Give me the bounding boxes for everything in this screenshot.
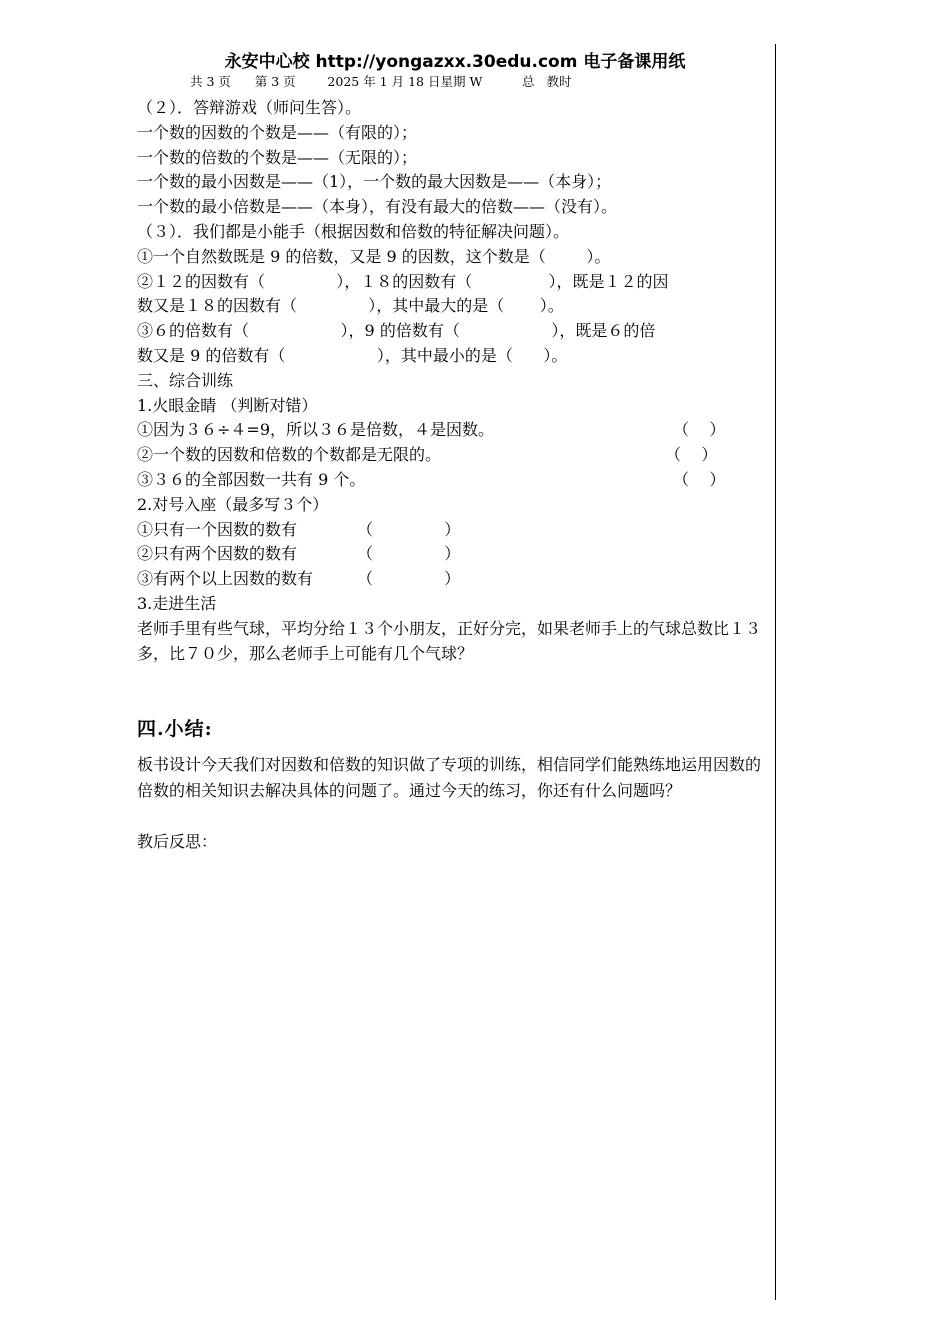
debate-heading: （２）．答辩游戏（师问生答）。 (137, 98, 362, 117)
judge-item-text: ③３６的全部因数一共有 9 个。 (137, 469, 366, 489)
spacer (137, 804, 771, 830)
skills-question-3-line-1: ③６的倍数有（ ），9 的倍数有（ ），既是６的倍 (137, 321, 656, 341)
judge-answer-blank: （ ） (665, 445, 718, 465)
training-heading: 三、综合训练 (137, 370, 234, 390)
judge-answer-blank: （ ） (673, 469, 726, 489)
life-title: 3.走进生活 (137, 593, 217, 613)
skills-question-2-line-1: ②１２的因数有（ ），１８的因数有（ ），既是１２的因 (137, 271, 669, 291)
debate-line-2: 一个数的倍数的个数是——（无限的）； (137, 147, 418, 167)
match-item-text: ①只有一个因数的数有 (137, 519, 298, 539)
lesson-content (137, 96, 771, 855)
skills-question-3-line-2: 数又是 9 的倍数有（ ），其中最小的是（ ）。 (137, 345, 568, 365)
judge-item-text: ②一个数的因数和倍数的个数都是无限的。 (137, 445, 442, 465)
skills-question-2-line-2: 数又是１８的因数有（ ），其中最大的是（ ）。 (137, 296, 564, 316)
page-header-meta: 共 3 页 第 3 页 2025 年 1 月 18 日星期 W 总 教时 (190, 74, 572, 89)
life-problem: 老师手里有些气球，平均分给１３个小朋友，正好分完，如果老师手上的气球总数比１３多，比７０少，那么老师手上可能有几个气球？ (137, 618, 762, 663)
match-item-text: ②只有两个因数的数有 (137, 544, 298, 564)
judge-item (137, 418, 771, 443)
match-answer-blank: （ ） (357, 569, 461, 589)
judge-answer-blank: （ ） (673, 420, 726, 440)
reflection-label: 教后反思： (137, 832, 218, 852)
page-header-title: 永安中心校 http://yongazxx.30edu.com 电子备课用纸 (224, 52, 686, 72)
match-item (137, 518, 771, 543)
skills-heading: （３）．我们都是小能手（根据因数和倍数的特征解决问题）。 (137, 221, 570, 241)
match-item-text: ③有两个以上因数的数有 (137, 569, 314, 589)
debate-line-3: 一个数的最小因数是——（1），一个数的最大因数是——（本身）； (137, 172, 612, 192)
debate-line-4: 一个数的最小倍数是——（本身），有没有最大的倍数——（没有）。 (137, 197, 618, 217)
match-answer-blank: （ ） (357, 519, 461, 539)
skills-question-1: ①一个自然数既是 9 的倍数，又是 9 的因数，这个数是（ ）。 (137, 246, 611, 266)
judge-item (137, 468, 771, 493)
judge-item-text: ①因为３６÷４=9，所以３６是倍数，４是因数。 (137, 420, 494, 440)
judge-title: 1.火眼金睛 （判断对错） (137, 395, 318, 415)
judge-item (137, 443, 771, 468)
match-answer-blank: （ ） (357, 544, 461, 564)
match-item (137, 567, 771, 592)
match-title: 2.对号入座（最多写３个） (137, 494, 329, 514)
match-item (137, 542, 771, 567)
summary-heading: 四.小结: (137, 718, 213, 741)
summary-text: 板书设计今天我们对因数和倍数的知识做了专项的训练，相信同学们能熟练地运用因数的倍数的相关知识去解决具体的问题了。通过今天的练习，你还有什么问题吗？ (137, 755, 762, 801)
margin-rule (775, 44, 776, 1300)
debate-line-1: 一个数的因数的个数是——（有限的）； (137, 122, 418, 142)
